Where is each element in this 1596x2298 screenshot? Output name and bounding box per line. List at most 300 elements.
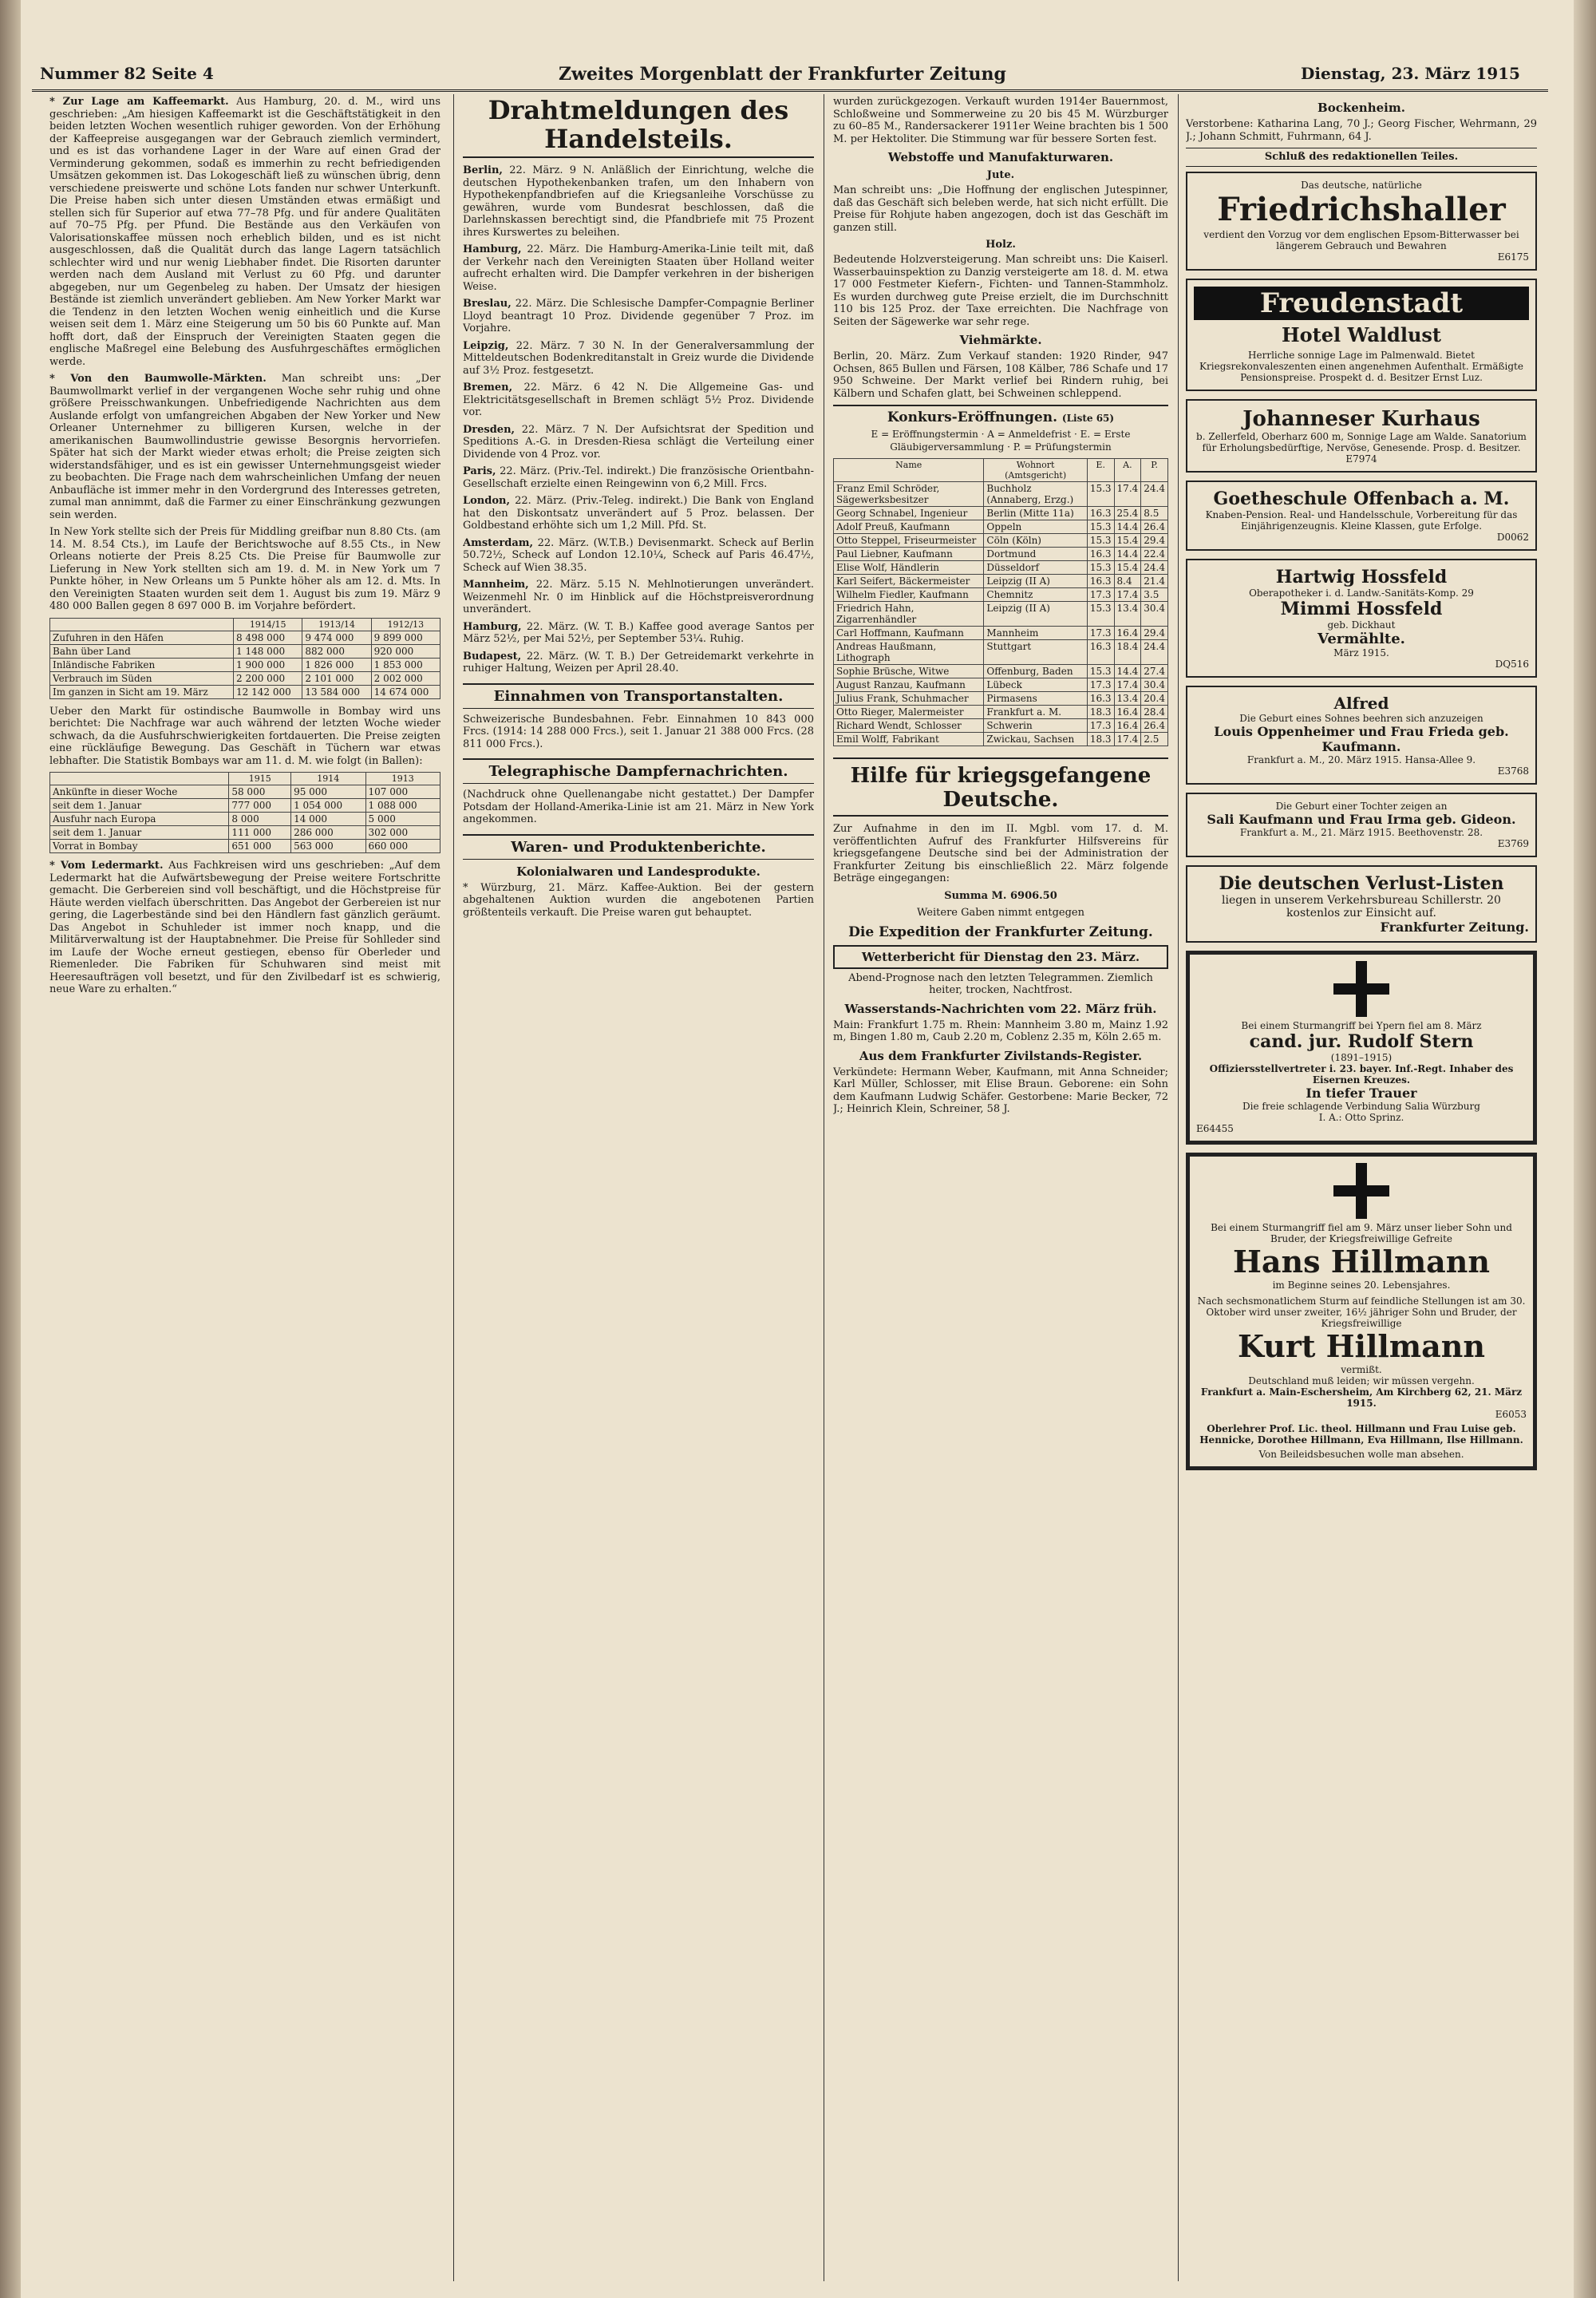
table-cell: 12 142 000	[234, 685, 302, 698]
table-cell: Lübeck	[984, 678, 1087, 692]
ad-text: Vermählte.	[1317, 630, 1405, 647]
table-cell: 13.4	[1114, 692, 1141, 706]
ad-text: verdient den Vorzug vor dem englischen Epsom-Bitterwasser bei längerem Gebrauch und Bewahren	[1203, 228, 1519, 251]
table-cell: 14.4	[1114, 520, 1141, 534]
table-cell: 25.4	[1114, 507, 1141, 520]
wire-place: Breslau,	[463, 298, 512, 310]
table-cell: Friedrich Hahn, Zigarrenhändler	[834, 602, 984, 627]
table-header: E.	[1087, 459, 1114, 482]
wire-place: London,	[463, 495, 511, 507]
table-header: 1914	[291, 773, 365, 785]
table-cell: 107 000	[365, 785, 440, 799]
iron-cross-icon	[1333, 961, 1389, 1017]
column-divider	[453, 94, 454, 2281]
table-cell: 9 899 000	[371, 631, 440, 644]
table-cell: 14 000	[291, 813, 365, 826]
table-row	[834, 507, 1168, 520]
table-cell: Offenburg, Baden	[984, 665, 1087, 678]
section-title-bankruptcy	[833, 405, 1168, 425]
ad-text: Das deutsche, natürliche	[1301, 179, 1422, 191]
table-cell: 651 000	[229, 840, 291, 853]
obituary-rank: Offiziersstellvertreter i. 23. bayer. Inf.-Regt. Inhaber des Eisernen Kreuzes.	[1209, 1062, 1514, 1086]
obituary-text: Die freie schlagende Verbindung Salia Würzburg	[1242, 1100, 1480, 1112]
table-cell: 17.4	[1114, 678, 1141, 692]
ad-text: Die Geburt einer Tochter zeigen an	[1275, 800, 1448, 812]
column-1	[49, 96, 440, 2283]
table-row	[834, 640, 1168, 665]
wire-text: 22. März. (W.T.B.) Devisenmarkt. Scheck auf Berlin 50.72½, Scheck auf London 12.10¼, Scheck auf Paris 46.47½, Scheck auf Wien 38.35.	[463, 536, 814, 574]
table-cell: 17.4	[1114, 588, 1141, 602]
table-header: Wohnort (Amtsgericht)	[984, 459, 1087, 482]
obituary-name: Hans Hillmann	[1232, 1243, 1491, 1280]
table-cell: 17.3	[1087, 627, 1114, 640]
ad-johanneser-kurhaus	[1186, 399, 1537, 473]
table-cell: 660 000	[365, 840, 440, 853]
table-cell: 27.4	[1141, 665, 1168, 678]
subsection-title: Jute.	[986, 169, 1015, 181]
column-divider	[1178, 94, 1179, 2281]
table-row	[834, 602, 1168, 627]
table-header: 1914/15	[234, 618, 302, 631]
article-cotton-prices: In New York stellte sich der Preis für Middling greifbar nun 8.80 Cts. (am 14. M. 8.54 Cts.), im Laufe der Berichtswoche auf 8.55 Cts., in New Orleans notierte der Preis 8.25 Cts. Die Preise für Baumwolle zur Lieferung in New York stellten sich am 19. d. M. in New York um 7 Punkte höher, in New Orleans um 5 Punkte höher als am 12. d. Mts. In den Vereinigten Staaten wurden seit dem 1. August bis zum 19. März 9 480 000 Ballen gegen 8 697 000 B. im Vorjahre befördert.	[49, 526, 440, 612]
ad-brand: Johanneser Kurhaus	[1242, 406, 1480, 431]
table-cell: Julius Frank, Schuhmacher	[834, 692, 984, 706]
ad-text: b. Zellerfeld, Oberharz 600 m, Sonnige Lage am Walde. Sanatorium für Erholungsbedürftige, Nervöse, Genesende. Prosp. d. Besitzer.	[1196, 430, 1527, 453]
table-cell: Karl Seifert, Bäckermeister	[834, 575, 984, 588]
wire-text: 22. März. Die Hamburg-Amerika-Linie teilt mit, daß der Verkehr nach den Vereinigten Staaten über Holland weiter aufrecht erhalten wird. Die Dampfer verkehren in der bisherigen Weise.	[463, 243, 814, 293]
section-title-wire: Drahtmeldungen des Handelsteils.	[463, 96, 814, 158]
wine-text: wurden zurückgezogen. Verkauft wurden 1914er Bauernmost, Schloßweine und Sommerweine zu 20 bis 45 M. Würzburger zu 60–85 M., Randersackerer 1911er Weine brachten bis 1 500 M. per Hektoliter. Die Stimmung war für bessere Sorten fest.	[833, 96, 1168, 145]
masthead: Zweites Morgenblatt der Frankfurter Zeitung	[559, 64, 1006, 85]
table-cell: 14.4	[1114, 665, 1141, 678]
table-cell: 1 826 000	[302, 658, 371, 671]
district-text: Verstorbene: Katharina Lang, 70 J.; Georg Fischer, Wehrmann, 29 J.; Johann Schmitt, Fuhrmann, 64 J.	[1186, 118, 1537, 143]
table-cell: 13.4	[1114, 602, 1141, 627]
section-title-steamers: Telegraphische Dampfernachrichten.	[463, 758, 814, 784]
ad-code: D0062	[1496, 531, 1529, 543]
district-title: Bockenheim.	[1317, 101, 1405, 115]
table-cell: 8 498 000	[234, 631, 302, 644]
ad-text: Knaben-Pension. Real- und Handelsschule, Vorbereitung für das Einjährigenzeugnis. Kleine Klassen, gute Erfolge.	[1205, 508, 1518, 532]
table-row	[50, 685, 440, 698]
obituary-text: Deutschland muß leiden; wir müssen vergehn.	[1248, 1374, 1475, 1386]
table-cell: 28.4	[1141, 706, 1168, 719]
obituary-years: (1891–1915)	[1330, 1051, 1393, 1063]
table-cell: 17.3	[1087, 719, 1114, 733]
ad-name: Sali Kaufmann und Frau Irma geb. Gideon.	[1207, 811, 1516, 827]
column-3	[833, 96, 1168, 2283]
table-cell: 17.4	[1114, 482, 1141, 507]
table-cell: Carl Hoffmann, Kaufmann	[834, 627, 984, 640]
ad-hotel-waldlust	[1186, 279, 1537, 391]
wire-item	[463, 298, 814, 335]
table-cell: Mannheim	[984, 627, 1087, 640]
table-header: 1915	[229, 773, 291, 785]
obituary-note: Von Beileidsbesuchen wolle man absehen.	[1258, 1448, 1464, 1460]
table-cell: 1 088 000	[365, 799, 440, 813]
table-cell: Paul Liebner, Kaufmann	[834, 548, 984, 561]
bankruptcy-legend: E = Eröffnungstermin · A = Anmeldefrist · E. = Erste Gläubigerversammlung · P. = Prüfungstermin	[871, 429, 1131, 453]
wire-place: Budapest,	[463, 650, 522, 663]
water-title: Wasserstands-Nachrichten vom 22. März früh.	[844, 1001, 1157, 1016]
ad-text: Oberapotheker i. d. Landw.-Sanitäts-Komp. 29	[1249, 587, 1474, 599]
table-row	[50, 644, 440, 658]
table-cell: 1 054 000	[291, 799, 365, 813]
obituary-family: Oberlehrer Prof. Lic. theol. Hillmann und Frau Luise geb. Hennicke, Dorothee Hillmann, Eva Hillmann, Ilse Hillmann.	[1199, 1422, 1523, 1446]
table-row	[50, 799, 440, 813]
table-cell: 286 000	[291, 826, 365, 840]
page-header	[32, 57, 1548, 92]
table-row	[834, 719, 1168, 733]
table-cell: 22.4	[1141, 548, 1168, 561]
table-cell: 15.3	[1087, 520, 1114, 534]
ad-code: E3769	[1497, 837, 1529, 849]
table-row	[834, 588, 1168, 602]
jute-text: Man schreibt uns: „Die Hoffnung der englischen Jutespinner, daß das Geschäft sich beleben werde, hat sich nicht erfüllt. Die Preise für Rohjute haben angezogen, doch ist das Geschäft im ganzen still.	[833, 184, 1168, 234]
table-cell: Leipzig (II A)	[984, 602, 1087, 627]
ad-name: Alfred	[1333, 693, 1389, 713]
table-cell: 2.5	[1141, 733, 1168, 746]
table-cell: Otto Rieger, Malermeister	[834, 706, 984, 719]
obituary-text: I. A.: Otto Sprinz.	[1318, 1111, 1404, 1123]
table-cell: Dortmund	[984, 548, 1087, 561]
table-row	[834, 575, 1168, 588]
table-cell: Andreas Haußmann, Lithograph	[834, 640, 984, 665]
obituary-text: im Beginne seines 20. Lebensjahres.	[1272, 1279, 1451, 1291]
obituary-stern	[1186, 951, 1537, 1145]
table-cell: Cöln (Köln)	[984, 534, 1087, 548]
water-text: Main: Frankfurt 1.75 m. Rhein: Mannheim 3.80 m, Mainz 1.92 m, Bingen 1.80 m, Caub 2.20 m, Coblenz 2.35 m, Köln 2.65 m.	[833, 1018, 1168, 1043]
table-cell: Buchholz (Annaberg, Erzg.)	[984, 482, 1087, 507]
ad-code: DQ516	[1495, 658, 1529, 670]
donation-note: Weitere Gaben nimmt entgegen	[917, 907, 1084, 919]
table-row	[50, 631, 440, 644]
ad-birth-kaufmann	[1186, 793, 1537, 857]
section-title-transport: Einnahmen von Transportanstalten.	[463, 683, 814, 709]
table-cell: Im ganzen in Sicht am 19. März	[50, 685, 234, 698]
wire-place: Dresden,	[463, 423, 516, 436]
table-cell: 111 000	[229, 826, 291, 840]
table-cell: 24.4	[1141, 640, 1168, 665]
table-cell: Richard Wendt, Schlosser	[834, 719, 984, 733]
wire-text: 22. März. (Priv.-Tel. indirekt.) Die französische Orientbahn-Gesellschaft erzielte einen Reingewinn von 6,2 Mill. Frcs.	[463, 465, 814, 490]
table-cell: Inländische Fabriken	[50, 658, 234, 671]
table-cell: 17.4	[1114, 733, 1141, 746]
table-cell: 21.4	[1141, 575, 1168, 588]
article-title: * Vom Ledermarkt.	[49, 860, 164, 872]
ad-wedding-hossfeld	[1186, 559, 1537, 678]
ad-text: liegen in unserem Verkehrsbureau Schillerstr. 20 kostenlos zur Einsicht auf.	[1222, 893, 1501, 920]
table-row	[834, 665, 1168, 678]
wire-place: Mannheim,	[463, 579, 529, 591]
wire-place: Leipzig,	[463, 339, 509, 352]
wire-place: Hamburg,	[463, 620, 522, 633]
expedition-title: Die Expedition der Frankfurter Zeitung.	[848, 924, 1153, 940]
wire-item	[463, 382, 814, 419]
section-title-cattle: Viehmärkte.	[959, 333, 1042, 347]
table-cell: 30.4	[1141, 678, 1168, 692]
ad-text: Frankfurt a. M., 21. März 1915. Beethovenstr. 28.	[1239, 826, 1483, 838]
table-cell: 16.3	[1087, 507, 1114, 520]
article-body: Aus Hamburg, 20. d. M., wird uns geschrieben: „Am hiesigen Kaffeemarkt ist die Geschäftstätigkeit in den beiden letzten Wochen wesentlich ruhiger geworden. Von der Erhöhung der Kaffeepreise ausgegangen war der Gebrauch ziemlich vermindert, und es ist das vorhandene Lager in der Ware auf einen Grad der Verminderung gekommen, sodaß es immerhin zu recht befriedigenden Umsätzen gekommen ist. Das Lokogeschäft ließ zu wünschen übrig, denn verschiedene preiswerte und schöne Lots fanden nur schwer Unterkunft. Die Preise haben sich unter diesen Umständen etwas ermäßigt und stellen sich für Superior auf etwa 77–78 Pfg. und für andere Qualitäten auf 70–75 Pfg. per Pfund. Die Bestände aus den Verkäufen von Valorisationskaffee müssen noch erheblich bilden, und es ist nicht ausgeschlossen, daß die Qualität durch das lange Lagern tatsächlich schlechter wird und nur wenig Liebhaber findet. Die Risorten darunter werden nach dem Ausland mit Verlust zu 60 Pfg. und darunter abgegeben, nur um Gegenbeleg zu haben. Der Umsatz der hiesigen Bestände ist ziemlich unverändert geblieben. Am New Yorker Markt war die Tendenz in den letzten Wochen wenig einheitlich und die Kurse weisen seit dem 1. März eine Steigerung um 50 bis 60 Punkte auf. Man hofft dort, daß der Einspruch der Vereinigten Staaten gegen die englische Maßregel eine Belebung des Ausfuhrgeschäftes ermöglichen werde.	[49, 96, 440, 368]
ad-friedrichshaller	[1186, 172, 1537, 271]
ad-code: E6175	[1497, 251, 1529, 263]
weather-title: Wetterbericht für Dienstag den 23. März.	[833, 945, 1168, 969]
obituary-place: Frankfurt a. Main-Eschersheim, Am Kirchberg 62, 21. März 1915.	[1200, 1386, 1523, 1409]
obituary-text: Bei einem Sturmangriff bei Ypern fiel am 8. März	[1241, 1019, 1482, 1031]
table-cell: Stuttgart	[984, 640, 1087, 665]
ad-birth-oppenheimer	[1186, 686, 1537, 785]
pow-aid-text: Zur Aufnahme in den im II. Mgbl. vom 17. d. M. veröffentlichten Aufruf des Frankfurter Hilfsvereins für kriegsgefangene Deutsche sind bei der Administration der Frankfurter Zeitung bis einschließlich 22. März folgende Beträge eingegangen:	[833, 823, 1168, 884]
wire-text: 22. März. (W. T. B.) Kaffee good average Santos per März 52½, per Mai 52½, per September 53¼. Ruhig.	[463, 620, 814, 645]
table-cell: 16.3	[1087, 548, 1114, 561]
issue-number: Nummer 82 Seite 4	[40, 64, 214, 83]
table-cell: 95 000	[291, 785, 365, 799]
cotton-supply-table	[49, 618, 440, 699]
table-cell: 8 000	[229, 813, 291, 826]
wire-item	[463, 579, 814, 616]
bankruptcy-table	[833, 458, 1168, 746]
ad-text: Die Geburt eines Sohnes beehren sich anzuzeigen	[1239, 712, 1483, 724]
register-text: Verkündete: Hermann Weber, Kaufmann, mit Anna Schneider; Karl Müller, Schlosser, mit Elise Braun. Geborene: ein Sohn dem Kaufmann Ludwig Schäfer. Gestorbene: Marie Becker, 72 J.; Heinrich Klein, Schreiner, 58 J.	[833, 1066, 1168, 1115]
donation-total-value: M. 6906.50	[991, 889, 1057, 902]
table-cell: 15.3	[1087, 561, 1114, 575]
donation-total-label: Summa	[944, 889, 988, 902]
table-cell: 16.4	[1114, 706, 1141, 719]
table-cell: Ankünfte in dieser Woche	[50, 785, 229, 799]
table-cell: 16.3	[1087, 640, 1114, 665]
table-cell: Vorrat in Bombay	[50, 840, 229, 853]
table-row	[834, 692, 1168, 706]
table-cell: Zwickau, Sachsen	[984, 733, 1087, 746]
obituary-name: Kurt Hillmann	[1238, 1327, 1485, 1364]
wire-item	[463, 164, 814, 239]
table-cell: 8.4	[1114, 575, 1141, 588]
table-cell: 15.3	[1087, 665, 1114, 678]
table-cell: 15.4	[1114, 534, 1141, 548]
bankruptcy-note: (Liste 65)	[1061, 413, 1115, 424]
wire-place: Berlin,	[463, 164, 503, 176]
article-body: Aus Fachkreisen wird uns geschrieben: „Auf dem Ledermarkt hat die Aufwärtsbewegung der Preise weitere Fortschritte gemacht. Die Gerbereien sind voll beschäftigt, und die Höchstpreise für Häute werden vielfach überschritten. Das Angebot der Gerbereien ist nur gering, die Lagerbestände sind bei den Händlern fast gänzlich geräumt. Das Angebot in Schuhleder ist immer noch knapp, und die Militärverwaltung ist der Hauptabnehmer. Die Preise für Sohlleder sind im Laufe der Woche erneut gestiegen, ebenso für Oberleder und Riemenleder. Die Fabriken für Schuhwaren sind meist mit Heeresaufträgen voll besetzt, und für den Zivilbedarf ist es schwierig, neue Ware zu erhalten.“	[49, 860, 440, 995]
table-cell: 1 148 000	[234, 644, 302, 658]
table-cell: 15.3	[1087, 602, 1114, 627]
wire-place: Paris,	[463, 465, 496, 477]
obituary-hillmann	[1186, 1153, 1537, 1470]
weather-text: Abend-Prognose nach den letzten Telegrammen. Ziemlich heiter, trocken, Nachtfrost.	[848, 971, 1153, 996]
bankruptcy-title: Konkurs-Eröffnungen.	[887, 409, 1057, 425]
wire-item	[463, 621, 814, 646]
table-cell: Franz Emil Schröder, Sägewerksbesitzer	[834, 482, 984, 507]
table-cell: Berlin (Mitte 11a)	[984, 507, 1087, 520]
table-row	[50, 826, 440, 840]
wire-item	[463, 537, 814, 575]
iron-cross-icon	[1333, 1163, 1389, 1219]
wire-place: Hamburg,	[463, 243, 522, 255]
ad-code: E6053	[1495, 1408, 1527, 1420]
table-cell: 13 584 000	[302, 685, 371, 698]
wire-item	[463, 465, 814, 490]
wire-text: 22. März. 7 30 N. In der Generalversammlung der Mitteldeutschen Bodenkreditanstalt in Greiz wurde die Dividende auf 3½ Proz. festgesetzt.	[463, 339, 814, 377]
table-cell: 18.3	[1087, 733, 1114, 746]
ad-goetheschule	[1186, 481, 1537, 551]
column-2	[463, 96, 814, 2283]
table-header: A.	[1114, 459, 1141, 482]
ad-name: Hartwig Hossfeld	[1275, 566, 1448, 587]
table-cell: Emil Wolff, Fabrikant	[834, 733, 984, 746]
wire-text: 22. März. 6 42 N. Die Allgemeine Gas- und Elektricitätsgesellschaft in Bremen schlägt 5½ Proz. Dividende vor.	[463, 382, 814, 418]
obituary-name: cand. jur. Rudolf Stern	[1249, 1030, 1474, 1052]
table-cell: 777 000	[229, 799, 291, 813]
article-title: * Von den Baumwolle-Märkten.	[49, 373, 267, 385]
ad-date: März 1915.	[1333, 647, 1389, 659]
table-cell: 30.4	[1141, 602, 1168, 627]
table-header: P.	[1141, 459, 1168, 482]
ad-code: E7974	[1345, 453, 1377, 465]
table-cell: Bahn über Land	[50, 644, 234, 658]
table-cell: 2 002 000	[371, 671, 440, 685]
article-leather	[49, 860, 440, 996]
table-cell: 302 000	[365, 826, 440, 840]
table-cell: 58 000	[229, 785, 291, 799]
table-cell: 15.3	[1087, 482, 1114, 507]
steamers-text: (Nachdruck ohne Quellenangabe nicht gestattet.) Der Dampfer Potsdam der Holland-Amerika-Linie ist am 21. März in New York angekommen.	[463, 789, 814, 825]
table-row	[834, 733, 1168, 746]
table-cell: Sophie Brüsche, Witwe	[834, 665, 984, 678]
obituary-text: Nach sechsmonatlichem Sturm auf feindliche Stellungen ist am 30. Oktober wird unser zweiter, 16½ jähriger Sohn und Bruder, der Kriegsfreiwillige	[1197, 1295, 1526, 1329]
table-cell: seit dem 1. Januar	[50, 799, 229, 813]
table-cell: Otto Steppel, Friseurmeister	[834, 534, 984, 548]
table-cell: 17.3	[1087, 588, 1114, 602]
table-cell: Oppeln	[984, 520, 1087, 534]
table-cell: 20.4	[1141, 692, 1168, 706]
ad-text: geb. Dickhaut	[1327, 619, 1396, 631]
table-cell: 24.4	[1141, 561, 1168, 575]
ad-brand: Friedrichshaller	[1217, 190, 1506, 228]
wire-text: 22. März. 7 N. Der Aufsichtsrat der Spedition und Speditions A.-G. in Dresden-Riesa schlägt die Verteilung einer Dividende von 4 Proz. vor.	[463, 423, 814, 461]
table-cell: 5 000	[365, 813, 440, 826]
wire-item	[463, 340, 814, 378]
wire-item	[463, 424, 814, 461]
register-title: Aus dem Frankfurter Zivilstands-Register.	[859, 1048, 1143, 1063]
table-cell: 1 853 000	[371, 658, 440, 671]
ad-brand: Goetheschule Offenbach a. M.	[1213, 488, 1510, 509]
table-row	[50, 840, 440, 853]
table-cell: Pirmasens	[984, 692, 1087, 706]
table-header	[50, 618, 234, 631]
table-cell: 2 101 000	[302, 671, 371, 685]
ad-subtitle: Hotel Waldlust	[1282, 322, 1441, 346]
table-cell: Adolf Preuß, Kaufmann	[834, 520, 984, 534]
wire-text: 22. März. Die Schlesische Dampfer-Compagnie Berliner Lloyd beantragt 10 Proz. Dividende gegenüber 7 Proz. im Vorjahre.	[463, 298, 814, 334]
table-cell: 920 000	[371, 644, 440, 658]
wire-place: Bremen,	[463, 382, 513, 394]
table-cell: Schwerin	[984, 719, 1087, 733]
table-row	[50, 658, 440, 671]
table-cell: 18.4	[1114, 640, 1141, 665]
wire-text: 22. März. (Priv.-Teleg. indirekt.) Die Bank von England hat den Diskontsatz unverändert auf 5 Proz. belassen. Der Goldbestand erhöhte sich um 1,2 Mill. Pfd. St.	[463, 495, 814, 532]
page-edge	[1574, 0, 1596, 2298]
table-header: 1912/13	[371, 618, 440, 631]
table-header: 1913/14	[302, 618, 371, 631]
table-cell: 16.4	[1114, 627, 1141, 640]
column-4	[1186, 96, 1537, 2283]
cattle-text: Berlin, 20. März. Zum Verkauf standen: 1920 Rinder, 947 Ochsen, 865 Bullen und Färsen, 108 Kälber, 786 Schafe und 17 950 Schweine. Der Markt verlief bei Rindern ruhig, bei Kälbern und Schafen glatt, bei Schweinen schleppend.	[833, 350, 1168, 400]
table-cell: 16.3	[1087, 692, 1114, 706]
table-cell: Chemnitz	[984, 588, 1087, 602]
bombay-table	[49, 772, 440, 853]
table-cell: 882 000	[302, 644, 371, 658]
section-title-textiles: Webstoffe und Manufakturwaren.	[887, 150, 1114, 164]
table-cell: Frankfurt a. M.	[984, 706, 1087, 719]
table-cell: Leipzig (II A)	[984, 575, 1087, 588]
table-cell: 18.3	[1087, 706, 1114, 719]
table-cell: 14 674 000	[371, 685, 440, 698]
ad-signature: Frankfurter Zeitung.	[1380, 919, 1529, 935]
table-cell: 9 474 000	[302, 631, 371, 644]
wire-place: Amsterdam,	[463, 536, 534, 549]
wire-item	[463, 651, 814, 675]
table-cell: Zufuhren in den Häfen	[50, 631, 234, 644]
article-body: Man schreibt uns: „Der Baumwollmarkt verlief in der vergangenen Woche sehr ruhig und ohne größere Preisschwankungen. Unbefriedigende Nachrichten aus dem Auslande erfolgt von umfangreichen Abgaben der New Yorker und New Orleaner Unternehmer zu billigeren Kursen, welche in der amerikanischen Baumwollindustrie gewisse Besorgnis hervorriefen. Später hat sich der Markt wieder etwas erholt; die Preise zeigten sich widerstandsfähiger, und es ist ein gewisser Unternehmungsgeist wieder zu beobachten. Die Frage nach dem wahrscheinlichen Umfang der neuen Anbaufläche ist immer mehr in den Vordergrund des Interesses getreten, zumal man annimmt, daß die Farmer zu einer Einschränkung gezwungen sein werden.	[49, 373, 440, 521]
wood-text: Bedeutende Holzversteigerung. Man schreibt uns: Die Kaiserl. Wasserbauinspektion zu Danzig versteigerte am 18. d. M. etwa 17 000 Festmeter Kiefern-, Fichten- und Tannen-Stammholz. Es wurden durchweg gute Preise erzielt, die im Durchschnitt 110 bis 125 Proz. der Taxe erreichten. Die Nachfrage von Seiten der Sägewerke war sehr rege.	[833, 254, 1168, 328]
table-cell: 14.4	[1114, 548, 1141, 561]
article-coffee	[49, 96, 440, 368]
wire-item	[463, 243, 814, 293]
table-cell: 26.4	[1141, 719, 1168, 733]
table-row	[834, 706, 1168, 719]
table-cell: 1 900 000	[234, 658, 302, 671]
table-cell: Wilhelm Fiedler, Kaufmann	[834, 588, 984, 602]
table-header: Name	[834, 459, 984, 482]
obituary-text: Bei einem Sturmangriff fiel am 9. März unser lieber Sohn und Bruder, der Kriegsfreiwillige Gefreite	[1211, 1221, 1512, 1244]
editorial-end-note: Schluß des redaktionellen Teiles.	[1186, 148, 1537, 167]
table-row	[834, 482, 1168, 507]
table-row	[50, 785, 440, 799]
table-cell: 17.3	[1087, 678, 1114, 692]
table-row	[834, 548, 1168, 561]
table-cell: 563 000	[291, 840, 365, 853]
table-header: 1913	[365, 773, 440, 785]
table-cell: Düsseldorf	[984, 561, 1087, 575]
table-cell: 24.4	[1141, 482, 1168, 507]
obituary-text: vermißt.	[1341, 1363, 1382, 1375]
table-cell: 29.4	[1141, 534, 1168, 548]
wire-text: 22. März. 5.15 N. Mehlnotierungen unverändert. Weizenmehl Nr. 0 im Hinblick auf die Höchstpreisverordnung unverändert.	[463, 579, 814, 615]
obituary-text: In tiefer Trauer	[1306, 1085, 1417, 1101]
ad-code: E64455	[1196, 1122, 1234, 1134]
table-row	[834, 678, 1168, 692]
issue-date: Dienstag, 23. März 1915	[1301, 64, 1520, 83]
table-cell: 3.5	[1141, 588, 1168, 602]
table-cell: 16.3	[1087, 575, 1114, 588]
subsection-title: Holz.	[986, 239, 1016, 251]
table-row	[50, 813, 440, 826]
ad-code: E3768	[1497, 765, 1529, 777]
table-cell: Elise Wolf, Händlerin	[834, 561, 984, 575]
table-row	[834, 627, 1168, 640]
donation-total	[833, 890, 1168, 903]
ad-text: Frankfurt a. M., 20. März 1915. Hansa-Allee 9.	[1246, 753, 1476, 765]
wire-item	[463, 495, 814, 532]
article-cotton	[49, 373, 440, 521]
table-row	[834, 520, 1168, 534]
table-cell: Verbrauch im Süden	[50, 671, 234, 685]
ad-title: Die deutschen Verlust-Listen	[1219, 872, 1504, 894]
table-row	[834, 534, 1168, 548]
table-row	[50, 671, 440, 685]
table-cell: 16.4	[1114, 719, 1141, 733]
wire-text: 22. März. 9 N. Anläßlich der Einrichtung, welche die deutschen Hypothekenbanken trafen, um den Inhabern von Hypothekenpfandbriefen auf die Kriegsanleihe Vorschüsse zu gewähren, wurde vom Bundesrat beschlossen, daß die Darlehnskassen berechtigt sind, die Pfandbriefe mit 75 Prozent ihres Kurswertes zu beleihen.	[463, 164, 814, 239]
